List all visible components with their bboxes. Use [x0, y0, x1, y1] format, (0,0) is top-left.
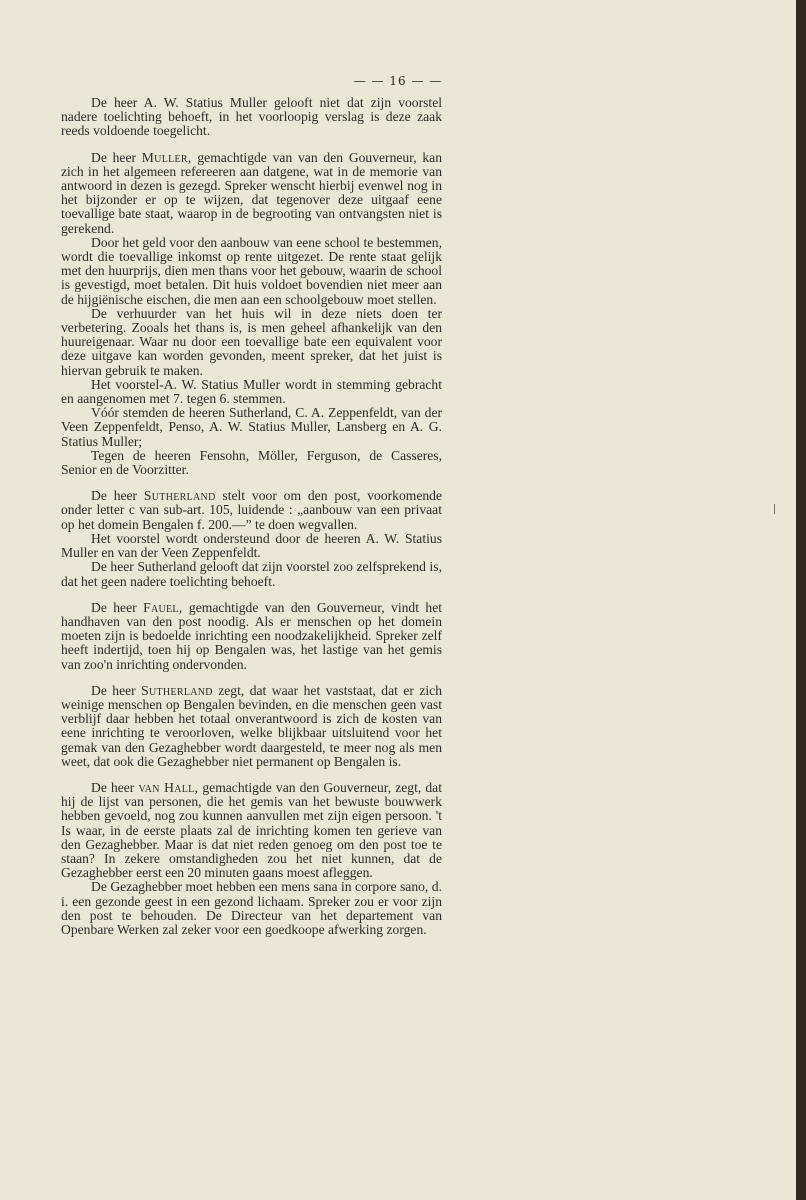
speaker-name: Fauel,: [143, 599, 183, 615]
scan-edge: [796, 0, 806, 1200]
paragraph: Door het geld voor den aanbouw van eene school te bestemmen, wordt die toevallige inkomst op rente uitgezet. De rente staat gelijk met den huurprijs, dien men thans voor het gebouw, waarin de school is gevestigd, moet betalen. Dit huis voldoet bovendien niet meer aan de hijgiënische eischen, die men aan een schoolgebouw moet stellen.: [61, 234, 442, 307]
paragraph: De heer A. W. Statius Muller gelooft niet dat zijn voorstel nadere toelichting behoeft, in het voorloopig verslag is deze zaak reeds voldoende toegelicht.: [61, 95, 442, 139]
paragraph: De heer Sutherland gelooft dat zijn voorstel zoo zelfsprekend is, dat het geen nadere toelichting behoeft.: [61, 559, 442, 589]
speaker-name: van Hall,: [138, 779, 199, 795]
paragraph: [61, 489, 442, 532]
paragraph: [61, 684, 442, 769]
paragraph: [61, 601, 442, 672]
speaker-name: Muller,: [141, 149, 192, 165]
speech-prefix: De heer: [91, 488, 144, 504]
paragraph-text: zegt, dat waar het vaststaat, dat er zich weinige menschen op Bengalen bevinden, en die menschen geen vast verblijf daar hebben het totaal onverantwoord is zich de kosten van eene inrichting te veroorloven, welke blijkbaar uitsluitend voor het gemak van den Gezaghebber wordt daargesteld, te meer nog als men weet, dat ook die Gezaghebber niet permanent op Bengalen is.: [61, 682, 442, 769]
paragraph: [61, 781, 442, 880]
paragraph-text: gemachtigde van den Gouverneur, vindt het handhaven van den post noodig. Als er menschen op het domein moeten zijn is bedoelde inrichting een noodzakelijkheid. Spreker zelf heeft indertijd, toen hij op Bengalen was, het lastige van het gemis van zoo'n inrichting ondervonden.: [61, 599, 443, 672]
paragraph: De verhuurder van het huis wil in deze niets doen ter verbetering. Zooals het thans is, is men geheel afhankelijk van den huureigenaar. Waar nu door een toevallige bate een equivalent voor deze uitgave kan worden gevonden, meent spreker, dat het juist is hiervan gebruik te maken.: [61, 305, 442, 378]
paragraph: Vóór stemden de heeren Sutherland, C. A. Zeppenfeldt, van der Veen Zeppenfeldt, Penso, A. W. Statius Muller, Lansberg en A. G. Statius Muller;: [61, 405, 442, 449]
paragraph-text: gemachtigde van van den Gouverneur, kan zich in het algemeen refereeren aan datgene, wat in de memorie van antwoord in dezen is gezegd. Spreker wenscht hierbij evenwel nog in het bijzonder er op te wijzen, dat tegenover deze uitgaaf eene toevallige bate staat, waarop in de begrooting van ontvangsten niet is gerekend.: [61, 149, 442, 236]
text-column: [61, 96, 442, 937]
speech-prefix: De heer: [91, 779, 139, 795]
speech-prefix: De heer: [91, 682, 142, 698]
speech-prefix: De heer: [91, 599, 144, 615]
paragraph-text: stelt voor om den post, voorkomende onder letter c van sub-art. 105, luidende : „aanbouw van een privaat op het domein Bengalen f. 200.—” te doen wegvallen.: [61, 488, 442, 532]
paragraph: [61, 151, 442, 236]
speech-prefix: De heer: [91, 149, 142, 165]
paragraph: De Gezaghebber moet hebben een mens sana in corpore sano, d. i. een gezonde geest in een gezond lichaam. Spreker zou er voor zijn den post te behouden. De Directeur van het departement van Openbare Werken zal zeker voor een goedkoope afwerking zorgen.: [61, 879, 442, 937]
paragraph: Het voorstel wordt ondersteund door de heeren A. W. Statius Muller en van der Veen Zeppenfeldt.: [61, 530, 442, 561]
speaker-name: Sutherland: [143, 488, 216, 504]
page-number: — — 16 — —: [353, 74, 443, 88]
paragraph-text: gemachtigde van den Gouverneur, zegt, dat hij de lijst van personen, die het gemis van het bewuste bouwwerk hebben gevoeld, nog zou kunnen aanvullen met zijn eigen persoon. 't Is waar, in de eerste plaats zal de inrichting komen ten gerieve van den Gezaghebber. Maar is dat niet reden genoeg om den post toe te staan? In zekere omstandigheden zou het niet kunnen, dat de Gezaghebber eerst een 20 minuten gaans moest afleggen.: [61, 779, 442, 881]
paragraph: Het voorstel-A. W. Statius Muller wordt in stemming gebracht en aangenomen met 7. tegen 6. stemmen.: [61, 376, 442, 407]
paragraph: Tegen de heeren Fensohn, Möller, Ferguson, de Casseres, Senior en de Voorzitter.: [61, 447, 442, 478]
speaker-name: Sutherland: [141, 682, 213, 698]
margin-mark: [774, 504, 775, 514]
